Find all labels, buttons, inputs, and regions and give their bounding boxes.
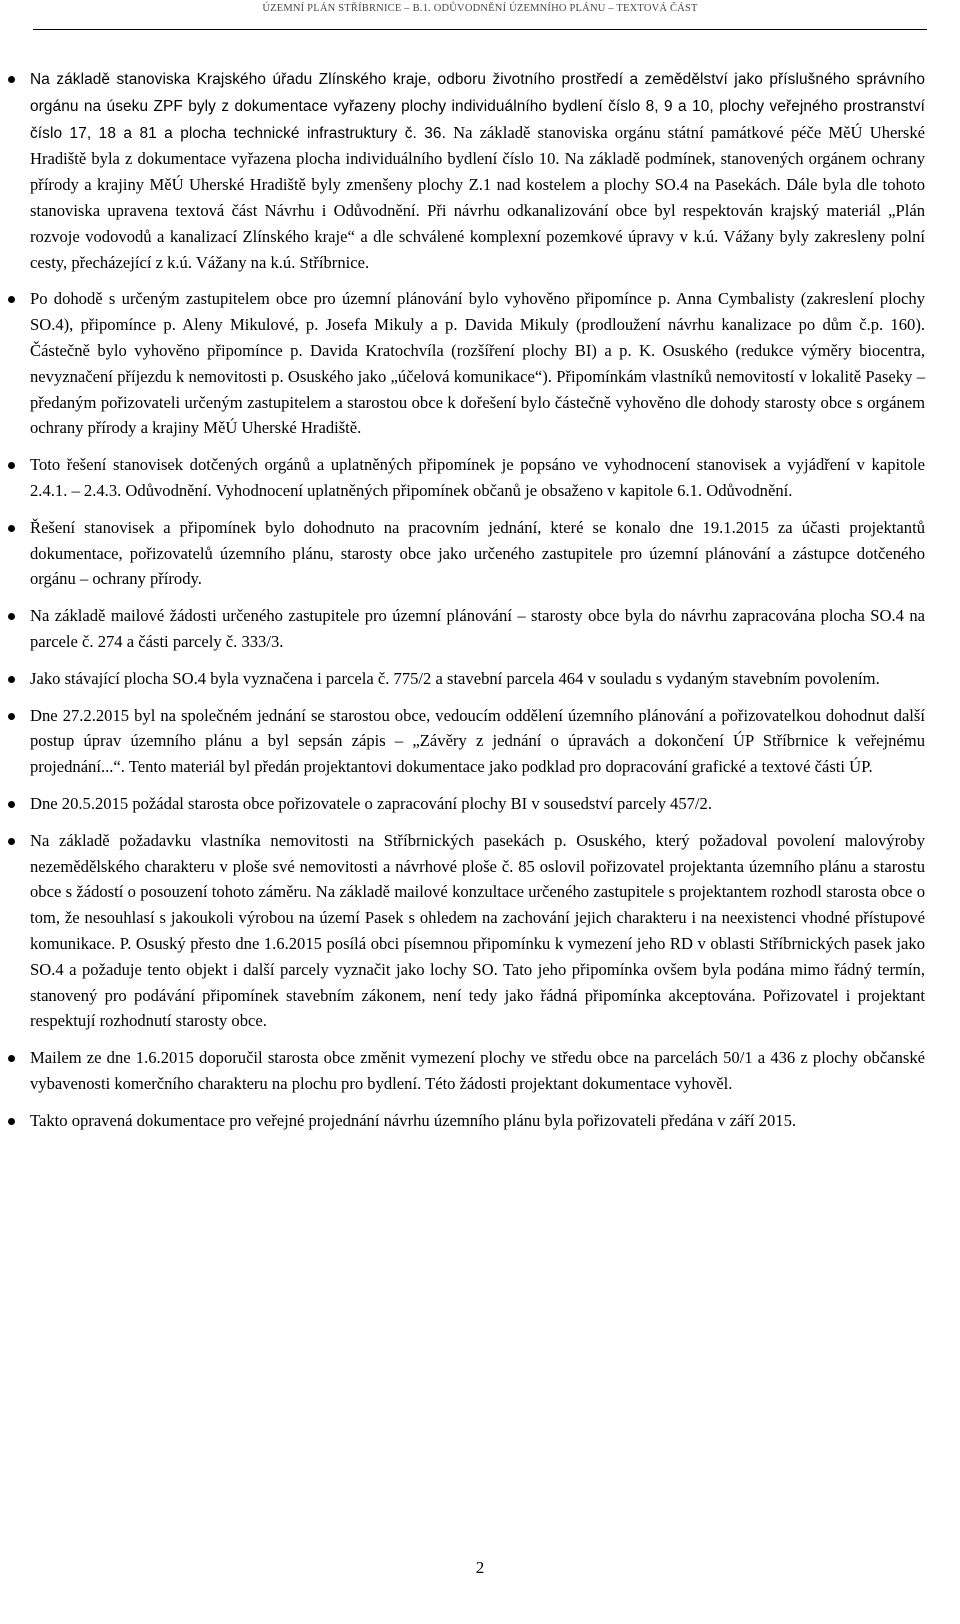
- paragraph-text: Po dohodě s určeným zastupitelem obce pro územní plánování bylo vyhověno připomínce p. Anna Cymbalisty (zakreslení plochy SO.4), připomínce p. Aleny Mikulové, p. Josefa Mikuly a p. Davida Mikuly (prodloužení návrhu kanalizace po dům č.p. 160). Částečně bylo vyhověno připomínce p. Davida Kratochvíla (rozšíření plochy BI) a p. K. Osuského (redukce výměry biocentra, nevyznačení příjezdu k nemovitosti p. Osuského jako „účelová komunikace“). Připomínkám vlastníků nemovitostí v lokalitě Paseky – předaným pořizovateli určeným zastupitelem a starostou obce k dořešení bylo částečně vyhověno dle dohody starosty obce s orgánem ochrany přírody a krajiny MěÚ Uherské Hradiště.: [30, 289, 925, 438]
- page-number: 2: [475, 1558, 485, 1577]
- paragraph-text: Dne 27.2.2015 byl na společném jednání se starostou obce, vedoucím oddělení územního plánování a pořizovatelkou dohodnut další postup úprav územního plánu a byl sepsán zápis – „Závěry z jednání o úpravách a dokončení ÚP Stříbrnice k veřejnému projednání...“. Tento materiál byl předán projektantovi dokumentace jako podklad pro dopracování grafické a textové části ÚP.: [30, 705, 925, 777]
- paragraph-text-serif: Na základě stanoviska orgánu státní památkové péče MěÚ Uherské Hradiště byla z dokumentace vyřazena plocha individuálního bydlení číslo 10. Na základě podmínek, stanovených orgánem ochrany přírody a krajiny MěÚ Uherské Hradiště byly zmenšeny plochy Z.1 nad kostelem a plochy SO.4 na Pasekách. Dále byla dle tohoto stanoviska upravena textová část Návrhu i Odůvodnění. Při návrhu odkanalizování obce byl respektován krajský materiál „Plán rozvoje vodovodů a kanalizací Zlínského kraje“ a dle schválené komplexní pozemkové úpravy v k.ú. Vážany byly zakresleny polní cesty, přecházející z k.ú. Vážany na k.ú. Stříbrnice.: [30, 122, 925, 272]
- bullet-icon: [8, 838, 15, 845]
- bullet-icon: [8, 1118, 15, 1125]
- paragraph-text-sans: Na základě stanoviska Krajského úřadu Zlínského kraje, odboru životního prostředí a zemědělství jako příslušného správního orgánu na úseku ZPF byly z dokumentace vyřazeny plochy individuálního bydlení číslo 8, 9 a 10, plochy veřejného prostranství číslo 17, 18 a 81 a plocha technické infrastruktury č. 36.: [30, 71, 925, 142]
- bullet-icon: [8, 713, 15, 720]
- list-item: [0, 452, 960, 504]
- list-item: [0, 666, 960, 692]
- paragraph-text: Řešení stanovisek a připomínek bylo dohodnuto na pracovním jednání, které se konalo dne 19.1.2015 za účasti projektantů dokumentace, pořizovatelů územního plánu, starosty obce jako určeného zastupitele pro územní plánování a zástupce dotčeného orgánu – ochrany přírody.: [30, 517, 925, 589]
- bullet-list: [0, 66, 960, 1144]
- bullet-icon: [8, 525, 15, 532]
- bullet-icon: [8, 76, 15, 83]
- bullet-icon: [8, 801, 15, 808]
- paragraph-text: Dne 20.5.2015 požádal starosta obce pořizovatele o zapracování plochy BI v sousedství parcely 457/2.: [30, 793, 712, 813]
- bullet-icon: [8, 1055, 15, 1062]
- page-header: ÚZEMNÍ PLÁN STŘÍBRNICE – B.1. ODŮVODNĚNÍ ÚZEMNÍHO PLÁNU – TEXTOVÁ ČÁST: [262, 3, 698, 14]
- list-item: [0, 603, 960, 655]
- paragraph-text: Na základě mailové žádosti určeného zastupitele pro územní plánování – starosty obce byla do návrhu zapracována plocha SO.4 na parcele č. 274 a části parcely č. 333/3.: [30, 606, 925, 651]
- bullet-icon: [8, 462, 15, 469]
- paragraph-text: Mailem ze dne 1.6.2015 doporučil starosta obce změnit vymezení plochy ve středu obce na parcelách 50/1 a 436 z plochy občanské vybavenosti komerčního charakteru na plochu pro bydlení. Této žádosti projektant dokumentace vyhověl.: [30, 1048, 925, 1093]
- header-divider: [33, 29, 927, 30]
- paragraph-text: Toto řešení stanovisek dotčených orgánů a uplatněných připomínek je popsáno ve vyhodnocení stanovisek a vyjádření v kapitole 2.4.1. – 2.4.3. Odůvodnění. Vyhodnocení uplatněných připomínek občanů je obsaženo v kapitole 6.1. Odůvodnění.: [30, 455, 925, 500]
- list-item: [0, 1108, 960, 1134]
- list-item: [0, 828, 960, 1034]
- list-item: [0, 703, 960, 780]
- list-item: [0, 66, 960, 275]
- paragraph-text: Na základě požadavku vlastníka nemovitosti na Stříbrnických pasekách p. Osuského, který požadoval povolení malovýroby nezemědělského charakteru v ploše své nemovitosti a návrhové ploše č. 85 oslovil pořizovatel projektanta územního plánu a starostu obce s žádostí o posouzení tohoto záměru. Na základě mailové konzultace určeného zastupitele s projektantem rozhodl starosta obce o tom, že nesouhlasí s jakoukoli výrobou na území Pasek s ohledem na zachování jejich charakteru i na neexistenci vhodné přístupové komunikace. P. Osuský přesto dne 1.6.2015 posílá obci písemnou připomínku k vymezení jeho RD v oblasti Stříbrnických pasek jako SO.4 a požaduje tento objekt i další parcely vyznačit jako lochy SO. Tato jeho připomínka ovšem byla podána mimo řádný termín, stanovený pro podávání připomínek stavebním zákonem, není tedy jako řádná připomínka akceptována. Pořizovatel i projektant respektují rozhodnutí starosty obce.: [30, 830, 925, 1031]
- list-item: [0, 515, 960, 592]
- list-item: [0, 286, 960, 441]
- paragraph-text: Jako stávající plocha SO.4 byla vyznačena i parcela č. 775/2 a stavební parcela 464 v souladu s vydaným stavebním povolením.: [30, 668, 880, 688]
- list-item: [0, 1045, 960, 1097]
- list-item: [0, 791, 960, 817]
- paragraph-text: [30, 66, 925, 275]
- bullet-icon: [8, 296, 15, 303]
- bullet-icon: [8, 613, 15, 620]
- paragraph-text: Takto opravená dokumentace pro veřejné projednání návrhu územního plánu byla pořizovateli předána v září 2015.: [30, 1110, 797, 1130]
- bullet-icon: [8, 676, 15, 683]
